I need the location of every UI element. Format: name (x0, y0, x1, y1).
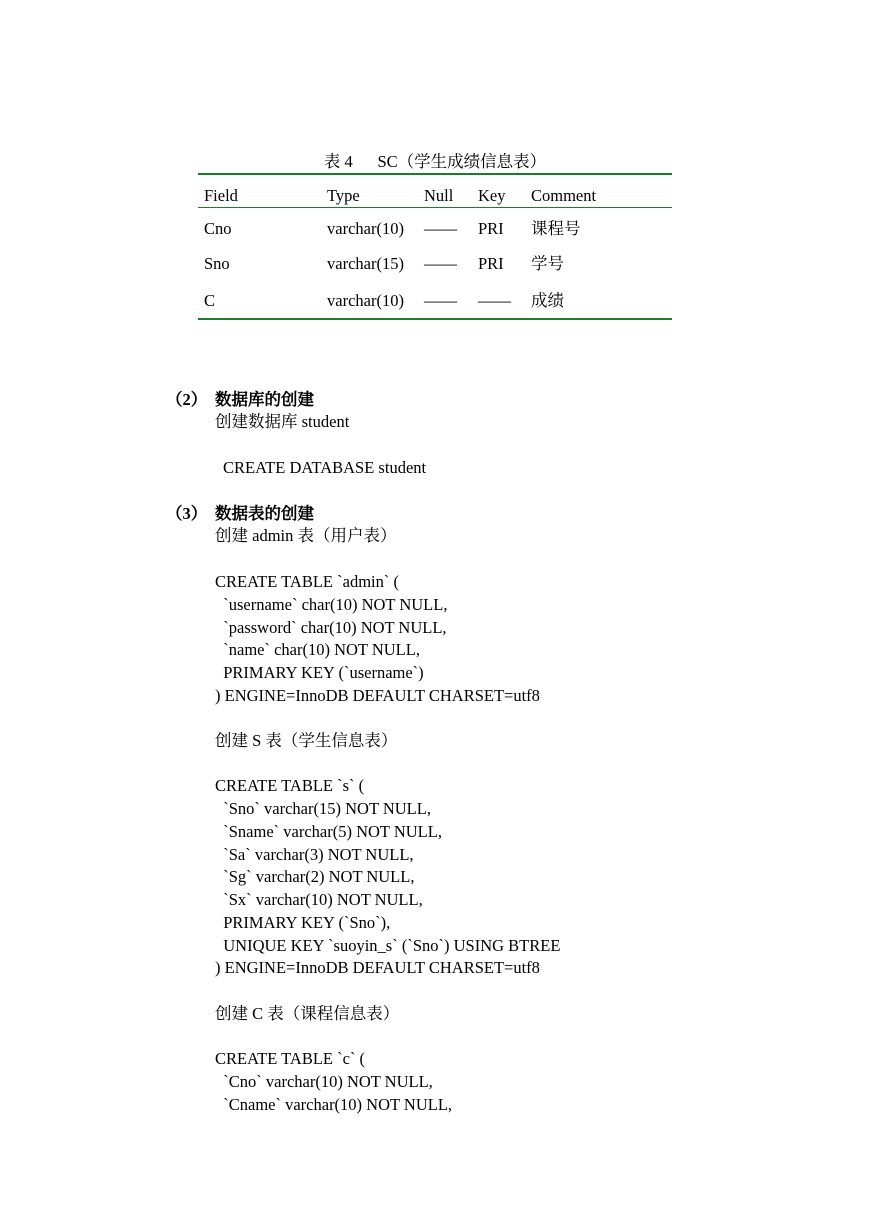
cell-field: Cno (204, 219, 232, 238)
table-header-rule (198, 207, 672, 208)
cell-comment: 成绩 (531, 291, 564, 310)
s-table-description: 创建 S 表（学生信息表） (215, 731, 398, 750)
table-top-rule (198, 173, 672, 175)
table-row (0, 289, 869, 313)
section-2-number: （2） (166, 390, 208, 409)
code-line: `Cno` varchar(10) NOT NULL, (215, 1072, 433, 1091)
cell-field: C (204, 291, 216, 310)
table-bottom-rule (198, 318, 672, 320)
code-line: ) ENGINE=InnoDB DEFAULT CHARSET=utf8 (215, 958, 540, 977)
code-line: PRIMARY KEY (`Sno`), (215, 913, 391, 932)
table-row (0, 252, 869, 276)
code-line: ) ENGINE=InnoDB DEFAULT CHARSET=utf8 (215, 686, 540, 705)
header-null: Null (424, 186, 454, 205)
code-line: `Cname` varchar(10) NOT NULL, (215, 1095, 453, 1114)
cell-field: Sno (204, 254, 230, 273)
code-line: CREATE DATABASE student (223, 458, 427, 477)
header-field: Field (204, 186, 238, 205)
table-header-row (0, 184, 869, 208)
code-line: `username` char(10) NOT NULL, (215, 595, 448, 614)
code-line: CREATE TABLE `s` ( (215, 776, 365, 795)
header-comment: Comment (531, 186, 597, 205)
cell-key: PRI (478, 254, 504, 273)
code-line: CREATE TABLE `admin` ( (215, 572, 399, 591)
cell-null: —— (424, 219, 457, 238)
code-line: CREATE TABLE `c` ( (215, 1049, 366, 1068)
cell-null: —— (424, 254, 457, 273)
admin-table-description: 创建 admin 表（用户表） (215, 526, 397, 545)
code-line: `Sx` varchar(10) NOT NULL, (215, 890, 423, 909)
table-row (0, 217, 869, 241)
cell-key: PRI (478, 219, 504, 238)
c-table-description: 创建 C 表（课程信息表） (215, 1004, 400, 1023)
section-3-number: （3） (166, 504, 208, 523)
header-key: Key (478, 186, 506, 205)
code-line: `Sg` varchar(2) NOT NULL, (215, 867, 415, 886)
cell-comment: 课程号 (531, 219, 581, 238)
code-line: `password` char(10) NOT NULL, (215, 618, 447, 637)
cell-type: varchar(15) (327, 254, 404, 273)
cell-null: —— (424, 291, 457, 310)
cell-key: —— (478, 291, 511, 310)
header-type: Type (327, 186, 360, 205)
code-line: UNIQUE KEY `suoyin_s` (`Sno`) USING BTREE (215, 936, 561, 955)
code-line: `name` char(10) NOT NULL, (215, 640, 420, 659)
section-3-title: 数据表的创建 (215, 504, 314, 523)
code-line: `Sno` varchar(15) NOT NULL, (215, 799, 431, 818)
section-2-title: 数据库的创建 (215, 390, 314, 409)
code-line: `Sname` varchar(5) NOT NULL, (215, 822, 442, 841)
cell-type: varchar(10) (327, 219, 404, 238)
code-line: PRIMARY KEY (`username`) (215, 663, 424, 682)
code-line: `Sa` varchar(3) NOT NULL, (215, 845, 414, 864)
cell-type: varchar(10) (327, 291, 404, 310)
section-2-description: 创建数据库 student (215, 412, 350, 431)
table-caption: 表 4 SC（学生成绩信息表） (323, 152, 547, 171)
cell-comment: 学号 (531, 254, 564, 273)
